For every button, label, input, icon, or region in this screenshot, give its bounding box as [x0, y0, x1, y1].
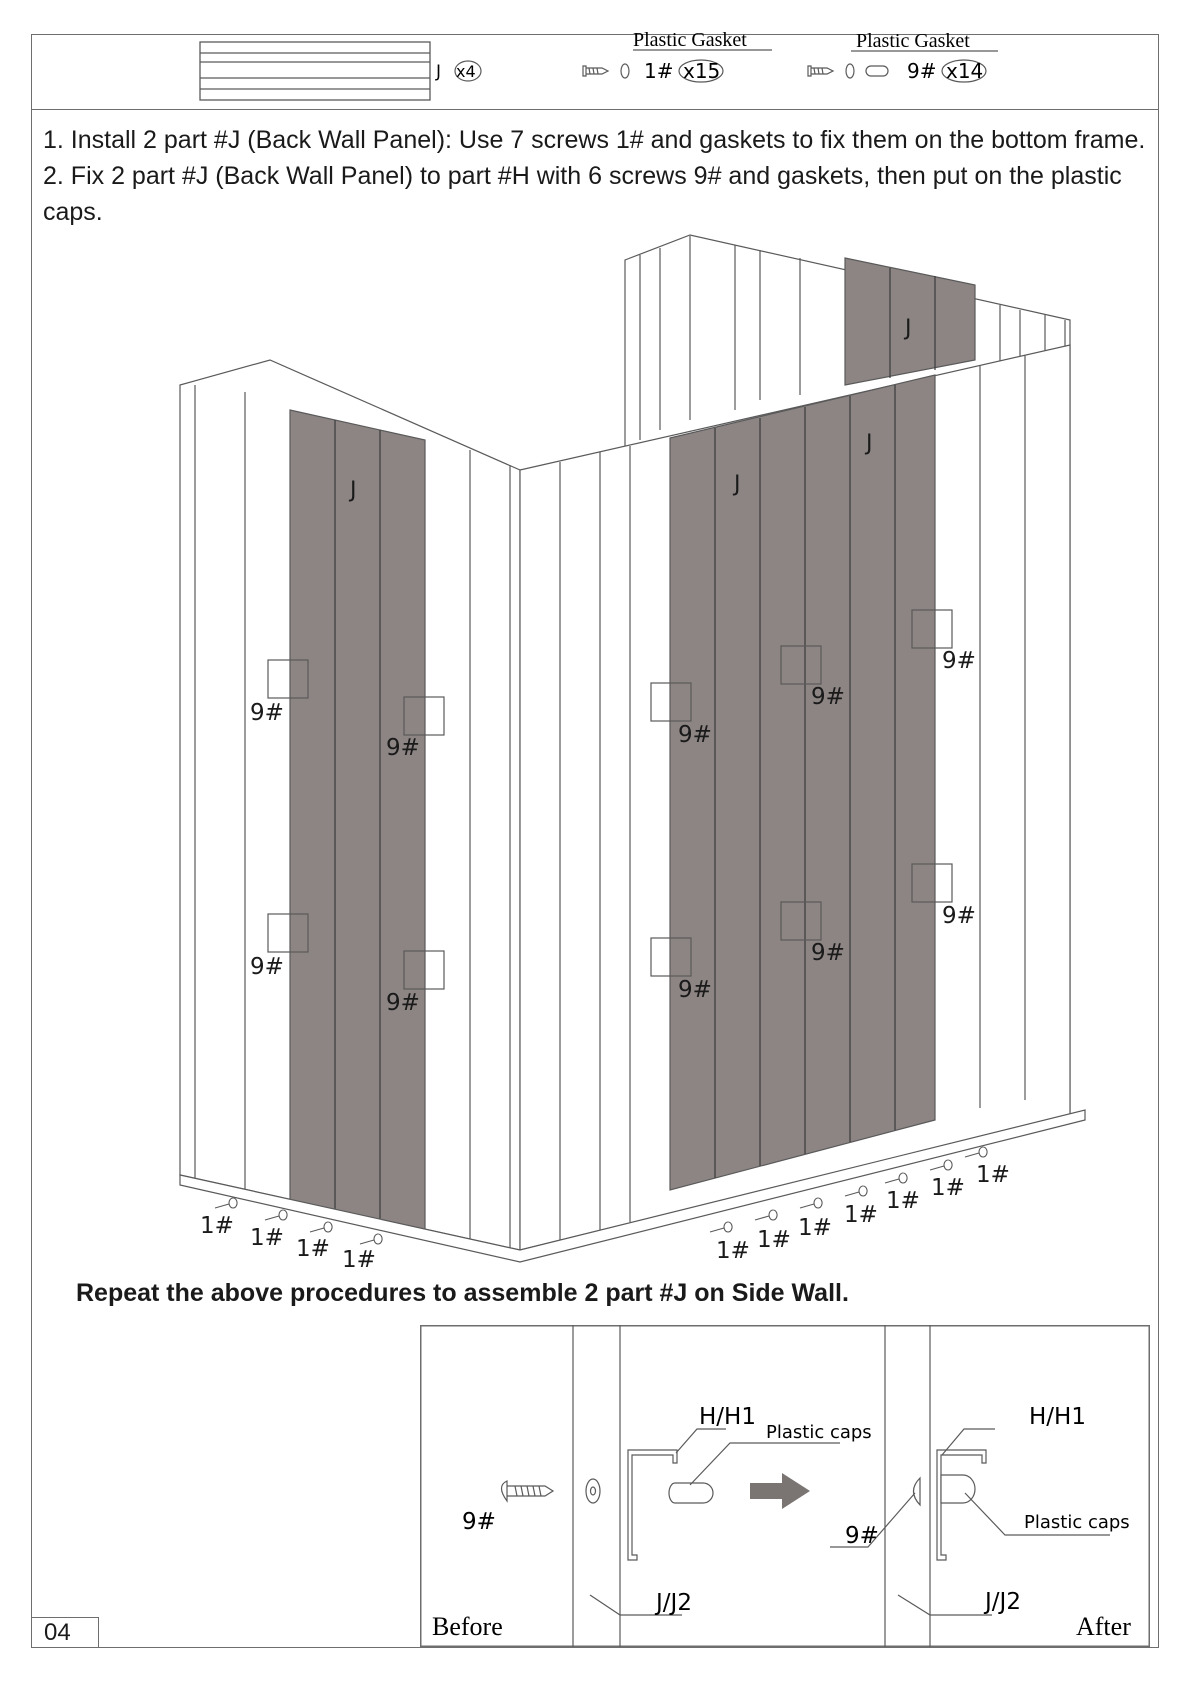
- screw1-label: 1#: [200, 1213, 234, 1239]
- screw9-id: 9#: [907, 59, 937, 83]
- screw9-label: 9#: [386, 990, 420, 1016]
- screw1-qty: x15: [683, 59, 721, 83]
- screw9-label: 9#: [942, 903, 976, 929]
- screw1-label: 1#: [976, 1162, 1010, 1188]
- before-screw-label: 9#: [462, 1509, 496, 1535]
- gasket-icon: [586, 1479, 600, 1503]
- part-j-label: J: [436, 62, 442, 82]
- instruction-step-1: 1. Install 2 part #J (Back Wall Panel): Use 7 screws 1# and gaskets to fix them on the bottom frame.: [43, 126, 1146, 154]
- screw1-label: 1#: [798, 1215, 832, 1241]
- after-j-label: J/J2: [985, 1589, 1021, 1615]
- screw1-gasket-label: Plastic Gasket: [633, 29, 747, 51]
- screw1-label: 1#: [844, 1202, 878, 1228]
- before-j-label: J/J2: [656, 1590, 692, 1616]
- screw9-label: 9#: [811, 940, 845, 966]
- screw1-label: 1#: [250, 1225, 284, 1251]
- screw1-label: 1#: [931, 1175, 965, 1201]
- screw1-label: 1#: [757, 1227, 791, 1253]
- screw9-label: 9#: [678, 977, 712, 1003]
- before-caps-label: Plastic caps: [766, 1422, 872, 1443]
- plastic-cap-icon: [669, 1483, 713, 1503]
- after-caps-label: Plastic caps: [1024, 1512, 1130, 1533]
- panel-j-label: J: [905, 316, 912, 341]
- screw9-label: 9#: [678, 722, 712, 748]
- before-caption: Before: [432, 1612, 503, 1641]
- screw1-label: 1#: [342, 1247, 376, 1273]
- screw1-label: 1#: [716, 1238, 750, 1264]
- after-h-label: H/H1: [1029, 1404, 1086, 1430]
- panel-j-label: J: [734, 472, 741, 497]
- screw1-label: 1#: [886, 1188, 920, 1214]
- screw9-label: 9#: [811, 684, 845, 710]
- panel-j-label: J: [866, 431, 873, 456]
- screw9-label: 9#: [250, 954, 284, 980]
- screw9-qty: x14: [946, 59, 984, 83]
- screw9-label: 9#: [942, 648, 976, 674]
- after-caption: After: [1076, 1612, 1131, 1641]
- screw9-label: 9#: [386, 735, 420, 761]
- repeat-note: Repeat the above procedures to assemble 2 part #J on Side Wall.: [76, 1279, 849, 1307]
- before-h-label: H/H1: [699, 1404, 756, 1430]
- panel-j-label: J: [350, 478, 357, 503]
- screw1-label: 1#: [296, 1236, 330, 1262]
- instruction-step-2: 2. Fix 2 part #J (Back Wall Panel) to part #H with 6 screws 9# and gaskets, then put on the plastic caps.: [43, 162, 1122, 226]
- part-j-qty: x4: [456, 62, 476, 81]
- detail-diagram: [420, 1325, 1150, 1647]
- screw9-label: 9#: [250, 700, 284, 726]
- left-panel-j: [290, 410, 425, 1230]
- page-number: 04: [31, 1617, 99, 1648]
- screw1-id: 1#: [644, 59, 674, 83]
- screw9-gasket-label: Plastic Gasket: [856, 30, 970, 52]
- after-screw-label: 9#: [845, 1523, 879, 1549]
